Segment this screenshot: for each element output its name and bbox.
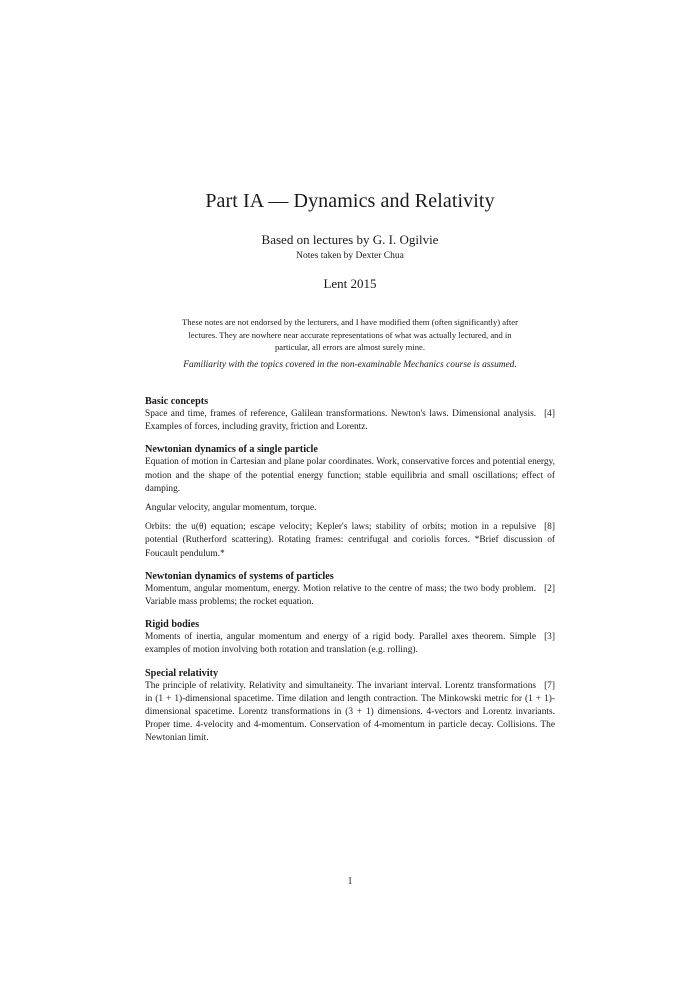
lecture-hours: [8]: [544, 522, 555, 533]
section-paragraph: [145, 631, 555, 657]
section-paragraph: [145, 583, 555, 609]
section-systems-of-particles: [145, 570, 555, 609]
term-line: Lent 2015: [323, 276, 377, 291]
section-rigid-bodies: [145, 618, 555, 657]
scribe-line: Notes taken by Dexter Chua: [296, 251, 404, 261]
section-heading: Newtonian dynamics of a single particle: [145, 444, 318, 456]
disclaimer-text: These notes are not endorsed by the lecturers, and I have modified them (often significantly) after lectures. They are nowhere near accurate representations of what was actually lectured, and in particular, all errors are almost surely mine.: [182, 317, 518, 352]
paragraph-text: Space and time, frames of reference, Galilean transformations. Newton's laws. Dimensional analysis. Examples of forces, including gravity, friction and Lorentz.: [145, 409, 537, 433]
paragraph-text: Momentum, angular momentum, energy. Motion relative to the centre of mass; the two body problem. Variable mass problems; the rocket equation.: [145, 583, 537, 608]
section-heading: Special relativity: [145, 667, 219, 679]
section-heading: Newtonian dynamics of systems of particles: [145, 570, 334, 582]
lecture-hours: [2]: [544, 583, 555, 594]
page-number: 1: [347, 876, 353, 887]
section-single-particle: [145, 443, 555, 560]
paragraph-text: Orbits: the u(θ) equation; escape velocity; Kepler's laws; stability of orbits; motion in a repulsive potential (Rutherford scattering). Rotating frames: centrifugal and coriolis forces. *Brief discussion of Foucault pendulum.*: [145, 522, 555, 559]
section-special-relativity: [145, 667, 555, 746]
paragraph-text: The principle of relativity. Relativity and simultaneity. The invariant interval. Lorentz transformations in (1 + 1)-dimensional spacetime. Time dilation and length contraction. The Minkowski metric for (1 + 1)-dimensional spacetime. Lorentz transformations in (3 + 1) dimensions. 4-vectors and Lorentz invariants. Proper time. 4-velocity and 4-momentum. Conservation of 4-momentum in particle decay. Collisions. The Newtonian limit.: [145, 680, 555, 744]
section-basic-concepts: [145, 395, 555, 434]
section-paragraph: [145, 680, 555, 746]
section-heading: Rigid bodies: [145, 619, 200, 631]
section-paragraph: [145, 456, 555, 496]
prerequisite-text: Familiarity with the topics covered in the non-examinable Mechanics course is assumed.: [183, 360, 517, 370]
document-title: Part IA — Dynamics and Relativity: [205, 190, 495, 212]
section-heading: Basic concepts: [145, 396, 209, 407]
paragraph-text: Moments of inertia, angular momentum and energy of a rigid body. Parallel axes theorem. Simple examples of motion involving both rotation and translation (e.g. rolling).: [145, 632, 537, 656]
lecturer-line: Based on lectures by G. I. Ogilvie: [261, 232, 439, 247]
section-paragraph: [145, 502, 555, 515]
lecture-hours: [3]: [544, 632, 555, 643]
syllabus-sections: [145, 395, 555, 755]
section-paragraph: [145, 521, 555, 561]
lecture-hours: [7]: [544, 680, 555, 691]
paragraph-text: Angular velocity, angular momentum, torque.: [145, 503, 317, 514]
paragraph-text: Equation of motion in Cartesian and plane polar coordinates. Work, conservative forces and potential energy, motion and the shape of the potential energy function; stable equilibria and small oscillations; effect of damping.: [145, 457, 555, 494]
section-paragraph: [145, 408, 555, 434]
lecture-hours: [4]: [544, 409, 555, 419]
